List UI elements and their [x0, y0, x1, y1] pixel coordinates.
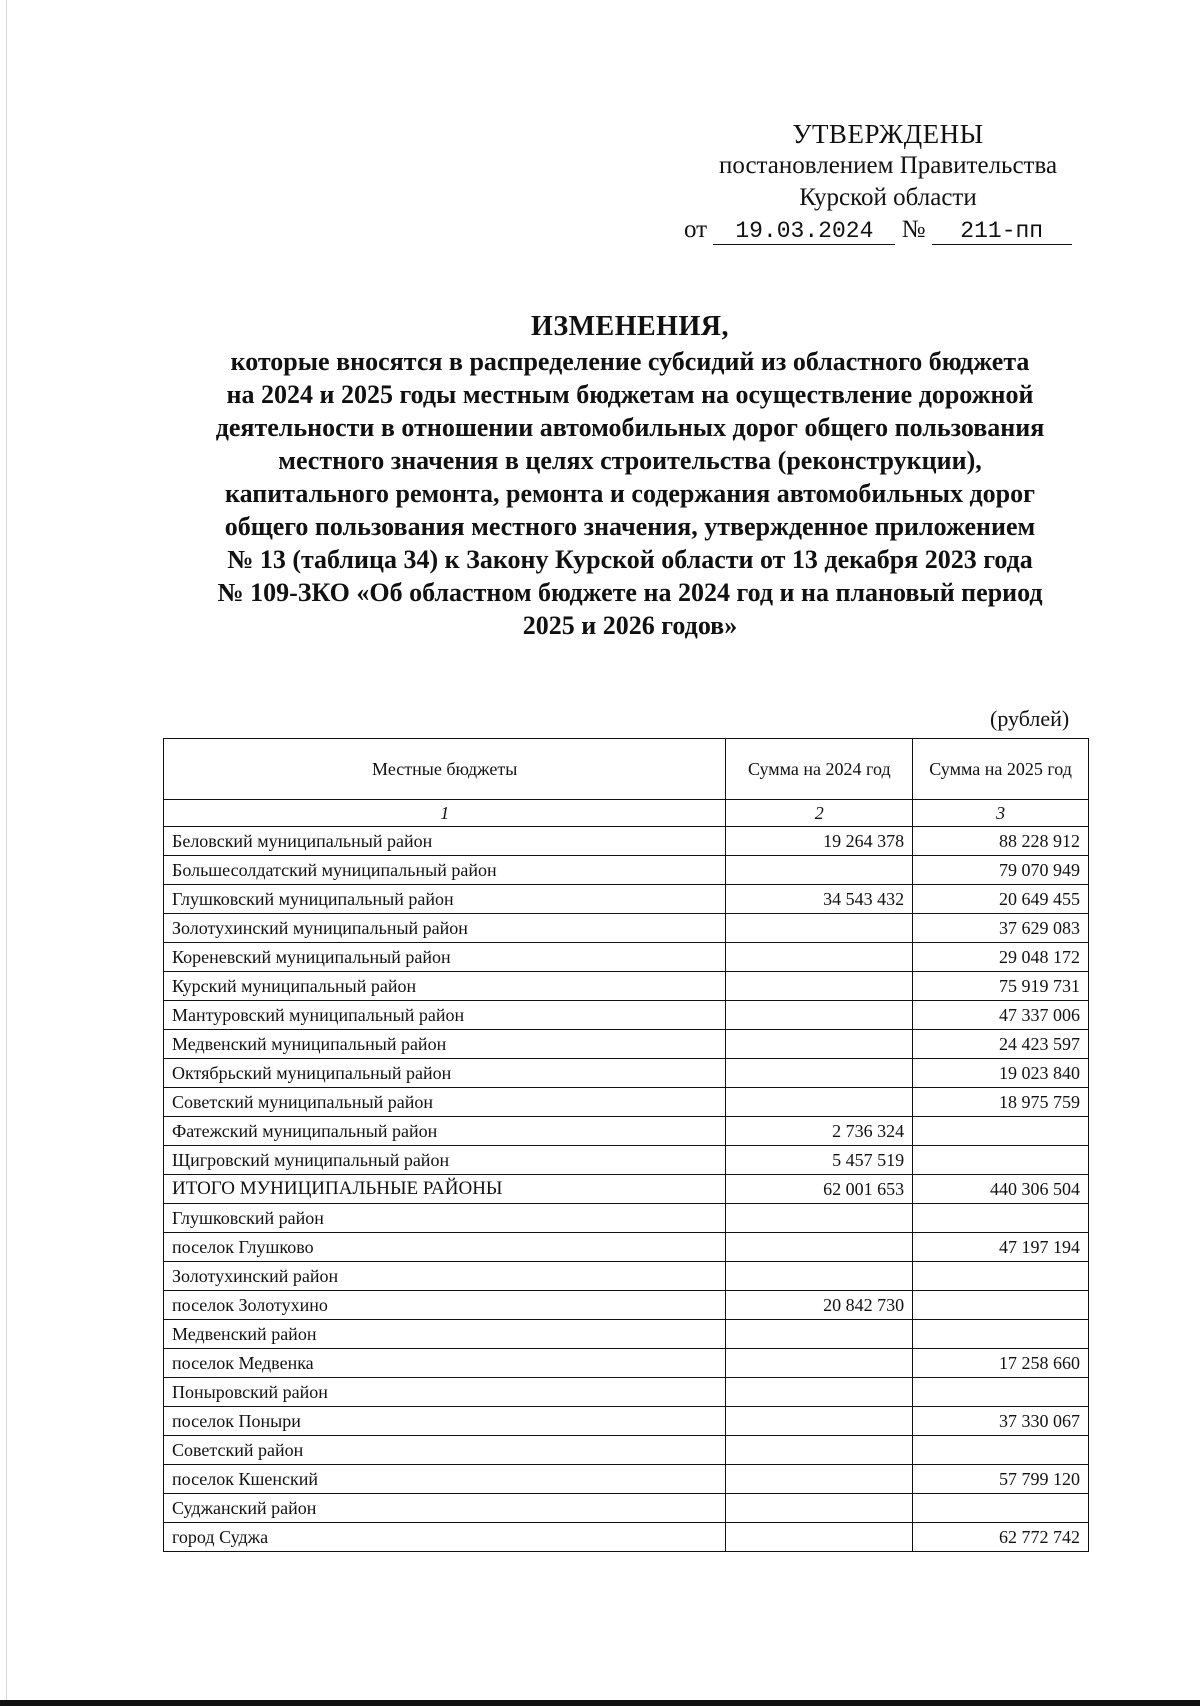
cell-sum-2024	[726, 1233, 913, 1262]
cell-sum-2025: 20 649 455	[913, 885, 1089, 914]
cell-sum-2024: 20 842 730	[726, 1291, 913, 1320]
table-row	[164, 1465, 1089, 1494]
cell-budget-name: поселок Поныри	[164, 1407, 726, 1436]
cell-sum-2025: 24 423 597	[913, 1030, 1089, 1059]
from-label: от	[684, 216, 708, 243]
cell-budget-name: Кореневский муниципальный район	[164, 943, 726, 972]
cell-budget-name: Беловский муниципальный район	[164, 827, 726, 856]
table-row	[164, 885, 1089, 914]
table-row	[164, 1262, 1089, 1291]
cell-sum-2024	[726, 943, 913, 972]
cell-sum-2025: 79 070 949	[913, 856, 1089, 885]
cell-budget-name: Глушковский муниципальный район	[164, 885, 726, 914]
cell-sum-2024	[726, 856, 913, 885]
table-row	[164, 914, 1089, 943]
cell-sum-2025	[913, 1146, 1089, 1175]
cell-budget-name: Советский муниципальный район	[164, 1088, 726, 1117]
cell-sum-2024	[726, 1001, 913, 1030]
cell-sum-2024	[726, 1320, 913, 1349]
units-label: (рублей)	[990, 706, 1070, 731]
cell-sum-2024: 34 543 432	[726, 885, 913, 914]
table-row	[164, 827, 1089, 856]
cell-sum-2025: 440 306 504	[913, 1175, 1089, 1204]
title-line: № 109-ЗКО «Об областном бюджете на 2024 год и на плановый период	[217, 578, 1043, 607]
cell-budget-name: Советский район	[164, 1436, 726, 1465]
cell-budget-name: Щигровский муниципальный район	[164, 1146, 726, 1175]
table-header-row	[164, 739, 1089, 800]
table-row	[164, 856, 1089, 885]
cell-sum-2024	[726, 1059, 913, 1088]
cell-sum-2025: 37 629 083	[913, 914, 1089, 943]
cell-sum-2024	[726, 1204, 913, 1233]
title-line: капитального ремонта, ремонта и содержания автомобильных дорог	[225, 479, 1035, 508]
cell-sum-2025: 62 772 742	[913, 1523, 1089, 1552]
document-title	[160, 310, 1100, 642]
approval-heading: УТВЕРЖДЕНЫ	[792, 119, 984, 149]
cell-budget-name: ИТОГО МУНИЦИПАЛЬНЫЕ РАЙОНЫ	[164, 1175, 726, 1204]
table-row	[164, 1233, 1089, 1262]
budget-table	[163, 738, 1089, 1552]
cell-sum-2025	[913, 1436, 1089, 1465]
title-main: ИЗМЕНЕНИЯ,	[531, 311, 729, 342]
cell-sum-2024: 5 457 519	[726, 1146, 913, 1175]
cell-sum-2024	[726, 972, 913, 1001]
table-row	[164, 1349, 1089, 1378]
cell-budget-name: Октябрьский муниципальный район	[164, 1059, 726, 1088]
cell-sum-2024	[726, 1523, 913, 1552]
header-local-budgets: Местные бюджеты	[164, 739, 726, 800]
cell-sum-2024	[726, 1494, 913, 1523]
table-row	[164, 1494, 1089, 1523]
cell-budget-name: Золотухинский муниципальный район	[164, 914, 726, 943]
table-row	[164, 972, 1089, 1001]
cell-sum-2024	[726, 1262, 913, 1291]
column-number-2: 2	[726, 800, 913, 827]
cell-sum-2025	[913, 1204, 1089, 1233]
column-number-1: 1	[164, 800, 726, 827]
cell-budget-name: Золотухинский район	[164, 1262, 726, 1291]
cell-sum-2025: 37 330 067	[913, 1407, 1089, 1436]
title-line: на 2024 и 2025 годы местным бюджетам на осуществление дорожной	[226, 380, 1034, 409]
table-row	[164, 1320, 1089, 1349]
cell-sum-2024: 62 001 653	[726, 1175, 913, 1204]
cell-budget-name: поселок Глушково	[164, 1233, 726, 1262]
cell-budget-name: Поныровский район	[164, 1378, 726, 1407]
cell-sum-2025: 19 023 840	[913, 1059, 1089, 1088]
cell-sum-2024: 2 736 324	[726, 1117, 913, 1146]
cell-sum-2025	[913, 1320, 1089, 1349]
cell-sum-2025: 88 228 912	[913, 827, 1089, 856]
cell-sum-2024	[726, 1088, 913, 1117]
approval-line-1: постановлением Правительства	[718, 152, 1058, 179]
cell-sum-2025	[913, 1262, 1089, 1291]
title-line: которые вносятся в распределение субсидий из областного бюджета	[230, 347, 1030, 376]
cell-sum-2025: 29 048 172	[913, 943, 1089, 972]
approval-line-2: Курской области	[799, 184, 977, 211]
cell-budget-name: Большесолдатский муниципальный район	[164, 856, 726, 885]
column-number-3: 3	[913, 800, 1089, 827]
table-row	[164, 1407, 1089, 1436]
cell-budget-name: поселок Медвенка	[164, 1349, 726, 1378]
cell-sum-2024	[726, 1465, 913, 1494]
scan-edge	[0, 0, 7, 1706]
cell-budget-name: Фатежский муниципальный район	[164, 1117, 726, 1146]
title-line: общего пользования местного значения, утвержденное приложением	[224, 512, 1036, 541]
approval-date: 19.03.2024	[713, 218, 895, 245]
cell-sum-2024	[726, 1407, 913, 1436]
cell-sum-2025: 57 799 120	[913, 1465, 1089, 1494]
cell-budget-name: Суджанский район	[164, 1494, 726, 1523]
cell-budget-name: Медвенский муниципальный район	[164, 1030, 726, 1059]
title-line: № 13 (таблица 34) к Закону Курской области от 13 декабря 2023 года	[227, 545, 1033, 574]
title-line: деятельности в отношении автомобильных дорог общего пользования	[215, 413, 1045, 442]
cell-sum-2025: 47 337 006	[913, 1001, 1089, 1030]
table-row	[164, 1175, 1089, 1204]
cell-sum-2025: 75 919 731	[913, 972, 1089, 1001]
number-label: №	[901, 216, 926, 243]
cell-budget-name: город Суджа	[164, 1523, 726, 1552]
cell-budget-name: Медвенский район	[164, 1320, 726, 1349]
cell-sum-2025	[913, 1494, 1089, 1523]
table-row	[164, 1436, 1089, 1465]
cell-sum-2024	[726, 1349, 913, 1378]
cell-sum-2024	[726, 1030, 913, 1059]
table-row	[164, 1523, 1089, 1552]
cell-sum-2025	[913, 1117, 1089, 1146]
title-line: 2025 и 2026 годов»	[522, 611, 738, 640]
table-row	[164, 1001, 1089, 1030]
table-row	[164, 1088, 1089, 1117]
approval-date-line	[684, 214, 1088, 246]
table-row	[164, 1059, 1089, 1088]
cell-sum-2024	[726, 1436, 913, 1465]
cell-budget-name: Глушковский район	[164, 1204, 726, 1233]
approval-number: 211-пп	[932, 218, 1072, 245]
table-body	[164, 827, 1089, 1552]
table-row	[164, 1117, 1089, 1146]
title-line: местного значения в целях строительства (реконструкции),	[278, 446, 982, 475]
table-row	[164, 1291, 1089, 1320]
cell-sum-2025	[913, 1378, 1089, 1407]
cell-sum-2025: 18 975 759	[913, 1088, 1089, 1117]
table-row	[164, 1204, 1089, 1233]
table-row	[164, 1030, 1089, 1059]
cell-sum-2024: 19 264 378	[726, 827, 913, 856]
cell-sum-2025	[913, 1291, 1089, 1320]
column-number-row	[164, 800, 1089, 827]
cell-sum-2024	[726, 1378, 913, 1407]
header-sum-2024: Сумма на 2024 год	[726, 739, 913, 800]
cell-budget-name: Курский муниципальный район	[164, 972, 726, 1001]
cell-sum-2025: 47 197 194	[913, 1233, 1089, 1262]
cell-budget-name: поселок Кшенский	[164, 1465, 726, 1494]
cell-sum-2024	[726, 914, 913, 943]
approval-stamp	[684, 118, 1088, 246]
title-description	[160, 345, 1100, 642]
table-row	[164, 943, 1089, 972]
scan-edge-bottom	[0, 1700, 1200, 1706]
cell-budget-name: поселок Золотухино	[164, 1291, 726, 1320]
header-sum-2025: Сумма на 2025 год	[913, 739, 1089, 800]
table-row	[164, 1378, 1089, 1407]
cell-sum-2025: 17 258 660	[913, 1349, 1089, 1378]
cell-budget-name: Мантуровский муниципальный район	[164, 1001, 726, 1030]
table-row	[164, 1146, 1089, 1175]
